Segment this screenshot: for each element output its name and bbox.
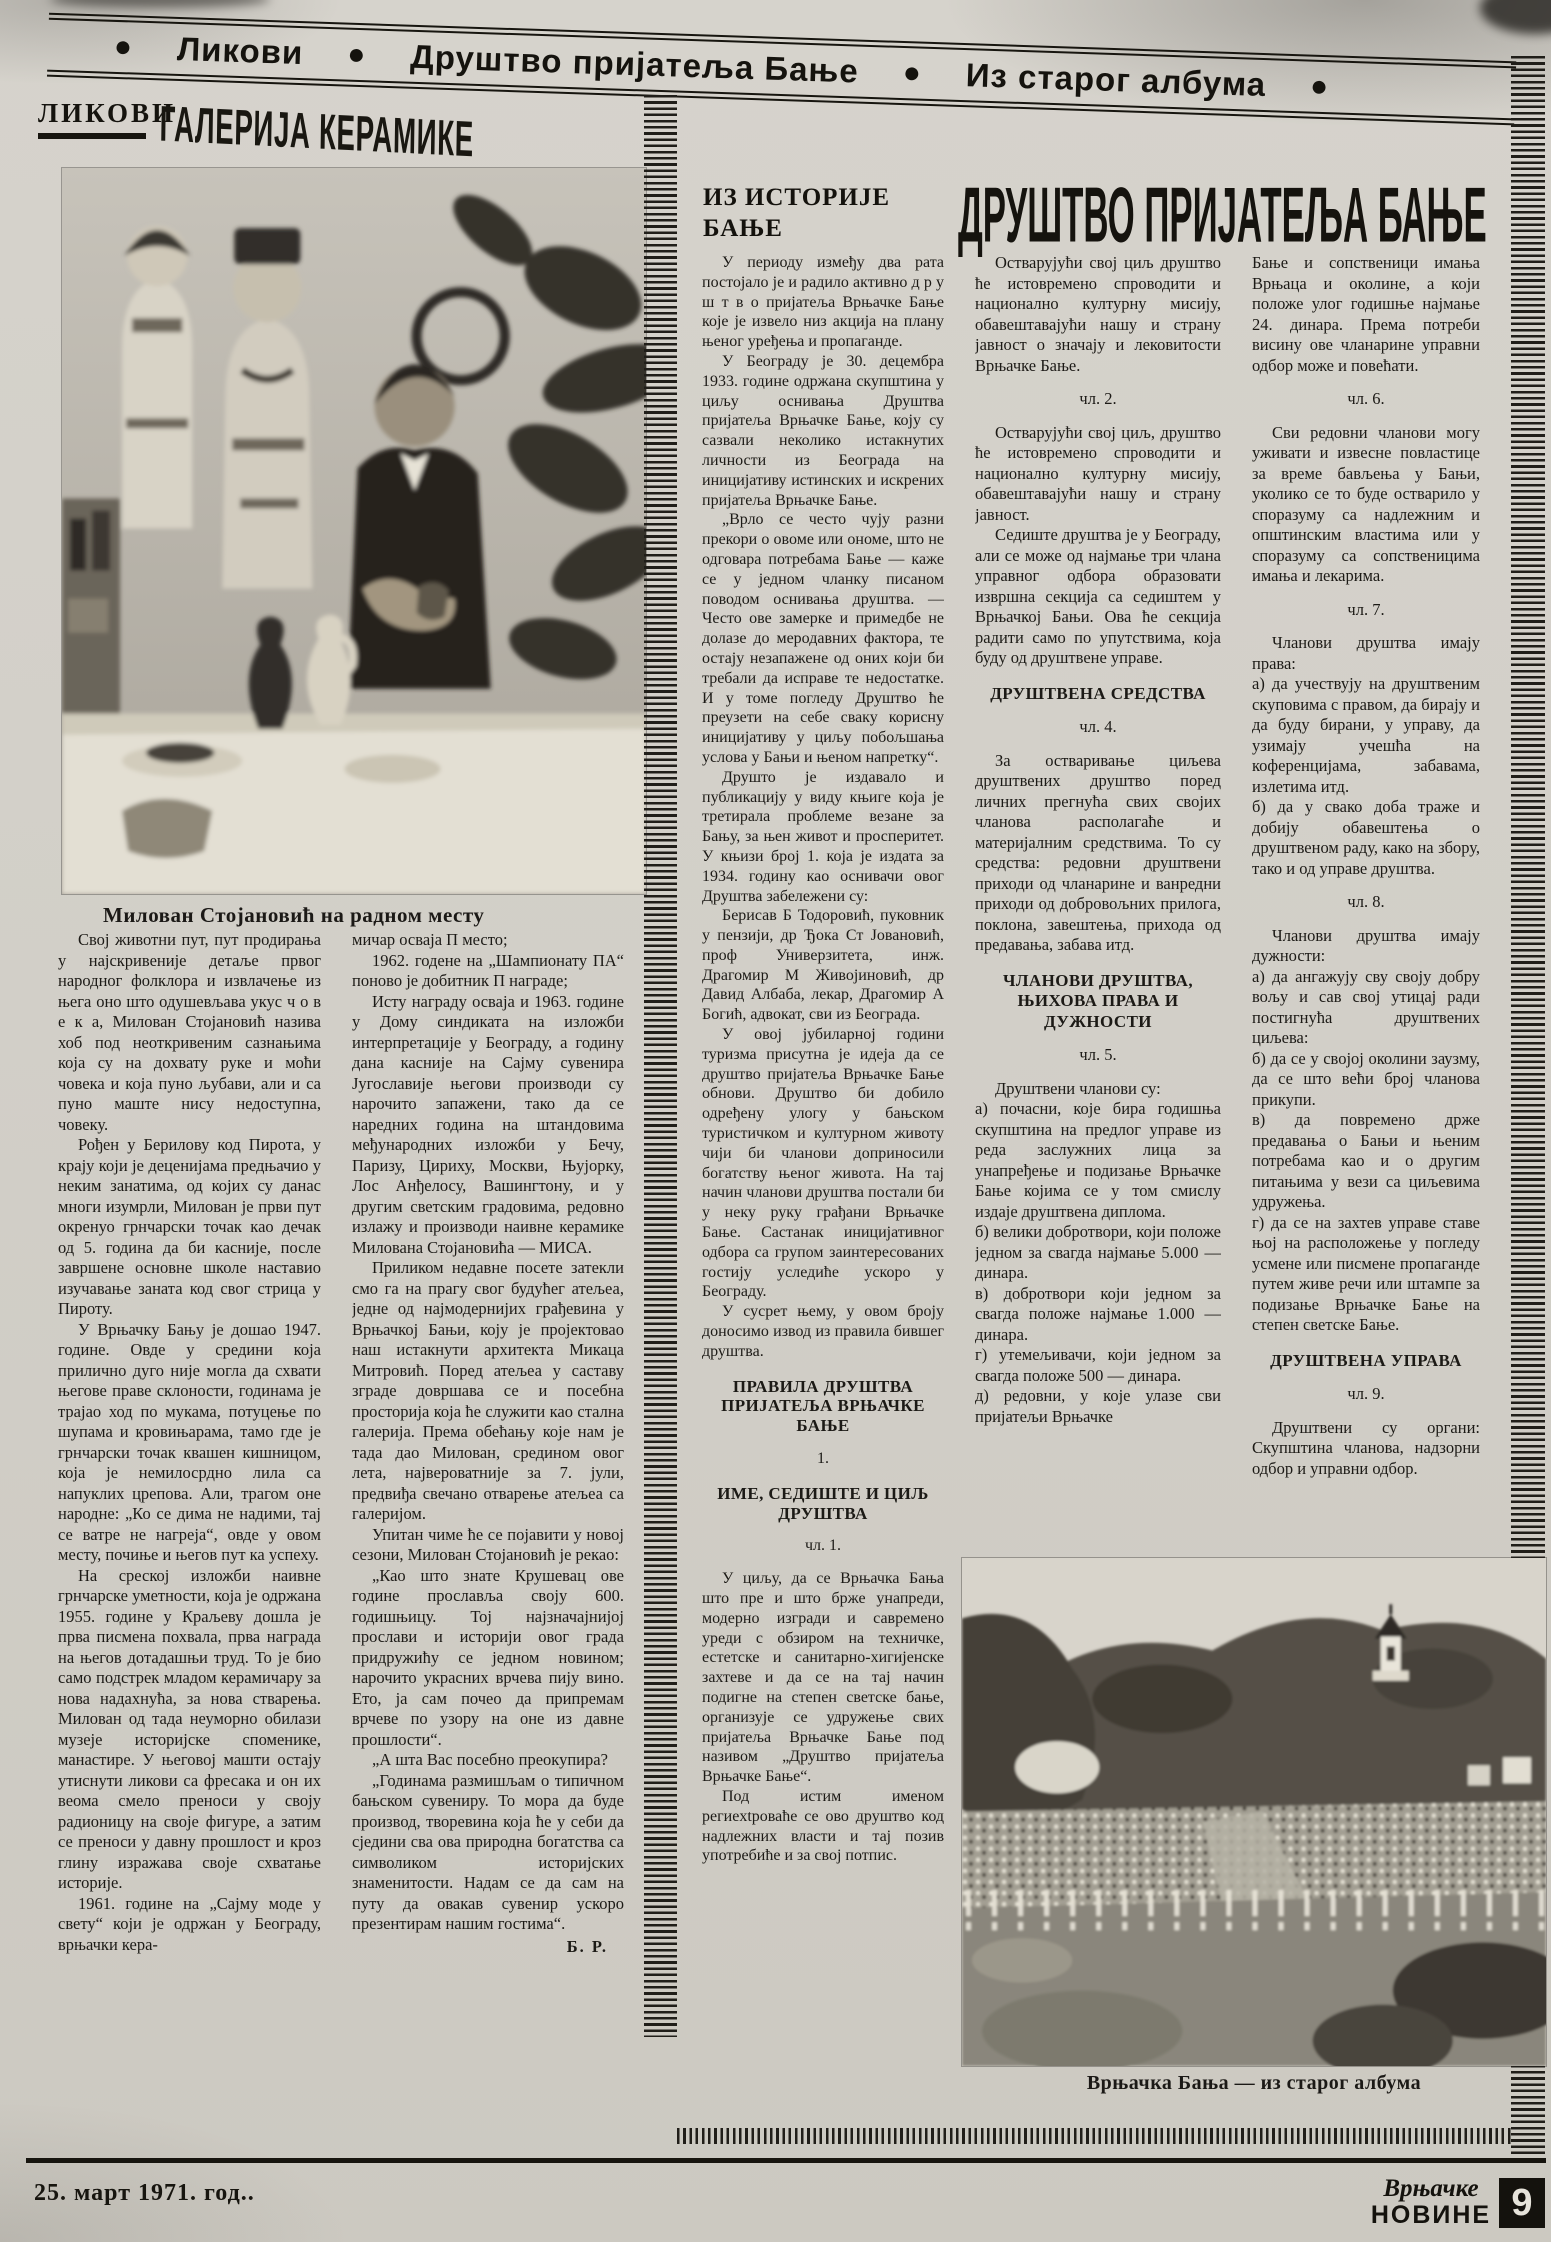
paragraph: 1962. годене на „Шампионату ПА“ поново је добитник П награде; — [352, 950, 624, 990]
clause-number: чл. 6. — [1347, 389, 1385, 408]
paragraph: У периоду између два рата постојало је и радило активно д р у ш т в о пријатеља Врњачке Бање које је извело низ акција на плану њеног уређења и пропаганде. — [702, 254, 944, 351]
paragraph: Упитан чиме ће се појавити у новој сезони, Милован Стојановић је рекао: — [352, 1524, 624, 1564]
paragraph: в) да повремено држе предавања о Бањи и њеним потребама као и о другим питањима у вези са циљевима удружења. — [1252, 1110, 1480, 1211]
clause-number: чл. 5. — [1079, 1045, 1117, 1064]
paragraph: У циљу, да се Врњачка Бања што пре и што брже унапреди, модерно изгради и савремено уреди с обзиром на техничке, естетске и санитарно-хигијенске захтеве и да се на тај начин подигне на степен светске бање, организује се удружење свих пријатеља Врњачке Бање под називом „Друштво пријатеља Врњачке Бање“. — [702, 1570, 944, 1786]
horizontal-hatch-rule — [677, 2128, 1511, 2144]
ribbon-item-album: Из старог албума — [965, 56, 1267, 104]
paragraph: в) добротвори који једном за свагда положе најмање 1.000 — динара. — [975, 1283, 1221, 1344]
paragraph: Чланови друштва имају дужности: — [1252, 925, 1480, 965]
article-headline-drustvo: ДРУШТВО ПРИЈАТЕЉА БАЊЕ — [958, 171, 1487, 259]
masthead — [1368, 2176, 1494, 2229]
page-number-badge: 9 — [1499, 2178, 1545, 2228]
old-album-photo — [962, 1558, 1546, 2066]
ribbon-item-likovi: Ликови — [176, 29, 304, 72]
paragraph: Рођен у Берилову код Пирота, у крају који је деценијама предњачио у неким занатима, од којих су данас многи изумрли, Милован је први пут окренуо грнчарски точак као дечак од 5. година да би касније, после завршене основне школе наставио изучавање заната код свог стрица у Пироту. — [58, 1135, 321, 1318]
paragraph: а) да ангажују сву своју добру вољу и сав свој утицај ради постигнућа друштвених циљева: — [1252, 966, 1480, 1047]
paragraph: Под истим именом региextроваће се ово друштво код надлежних власти и тај позив употребиће и за свој потпис. — [702, 1787, 944, 1865]
paragraph: Свој животни пут, пут продирања у најскривеније детаље првог народног фолклора и извлачење из њега оно што одушевљава укус ч о в е к а, Милован Стојановић назива хоб под неоткривеним сазнањима која су на дохвату руке и моћи човека и која пуно љубави, али и са пуно маште нису недоступна, човеку. — [58, 930, 321, 1134]
scan-smudge — [1480, 0, 1551, 34]
paragraph: Сви редовни чланови могу уживати и извесне повластице за време бављења у Бањи, уколико се то буде остварило у споразуму са надлежним и општинским властима или у споразуму са сопственицима имања и лекарима. — [1252, 422, 1480, 585]
column-divider-hatch — [644, 95, 677, 2037]
paragraph: У сусрет њему, у овом броју доносимо извод из правила бившег друштва. — [702, 1303, 944, 1360]
scan-smudge — [50, 0, 270, 8]
photo-caption: Врњачка Бања — из старог албума — [1086, 2072, 1422, 2094]
paragraph: г) да се на захтев управе ставе њој на расположење у погледу усмене или писмене пропаганде путем живе речи или штампе за подизање Врњачке Бање на степен светске Бање. — [1252, 1212, 1480, 1334]
bullet-icon: ● — [902, 56, 923, 90]
paragraph: Исту награду осваја и 1963. године у Дому синдиката на изложби интерпретације у Београду, а годину дана касније на Сајму сувенира Југославије његови производи су нарочито запажени, тако да се наредних година на штандовима међународних изложби у Бечу, Паризу, Цириху, Москви, Њујорку, Лос Анђелосу, Вашингтону, и у другим светским градовима, редовно излажу и производи наивне керамике Милована Стојановића — МИСА. — [352, 991, 624, 1257]
paragraph: мичар осваја П место; — [352, 930, 508, 949]
masthead-bottom: НОВИНЕ — [1370, 2201, 1492, 2230]
paragraph: Берисав Б Тодоровић, пуковник у пензији, др Ђока Ст Јовановић, проф Универзитета, инж. Драгомир М Живојиновић, др Давид Албаба, лекар, Драгомир А Богић, адвокат, сви из Београда. — [702, 907, 944, 1024]
paragraph: Бање и сопственици имања Врњаца и околине, а који положе улог годишње најмање 24. динара. Према потреби висину ове чланарине управни одбор може и повећати. — [1252, 253, 1480, 375]
clause-number: чл. 2. — [1079, 389, 1117, 408]
paragraph: Друштвени чланови су: — [995, 1078, 1161, 1098]
paragraph: а) да учествују на друштвеним скуповима с правом, да бирају и да буду бирани, у управу, да узимају учешћа на коференцијама, забавама, излетима итд. — [1252, 674, 1480, 796]
paragraph: За остваривање циљева друштвених друштво поред личних прегнућа свих својих чланова располагаће и материјалним средствима. То су средства: редовни друштвени приходи од чланарине и ванредни приходи од добровољних прилога, поклона, завештења, прихода од предавања, забава итд. — [975, 750, 1221, 954]
paragraph: „Врло се често чују разни прекори о овоме или ономе, што не одговара потребама Бање — каже се у једном чланку писаном поводом оснивања друштва. — Често ове замерке и примедбе не долазе до меродавних фактора, те остају незапажене од оних који би требали да исправе те недостатке. И у томе погледу Друштво ће преузети на себе сваку корисну иницијативу у циљу побољшања услова у Бањи и њеном напретку“. — [702, 511, 944, 766]
paragraph: а) почасни, које бира годишња скупштина на предлог управе из реда заслужних лица за унапређење и подизање Врњачке Бање којима се у том смислу издаје друштвена диплома. — [975, 1099, 1221, 1221]
history-section-heading: ИЗ ИСТОРИЈЕ БАЊЕ — [703, 184, 891, 242]
section-heading: ЧЛАНОВИ ДРУШТВА, ЊИХОВА ПРАВА И ДУЖНОСТИ — [1002, 970, 1193, 1031]
section-heading: ДРУШТВЕНА УПРАВА — [1270, 1350, 1462, 1370]
paragraph: „Годинама размишљам о типичном бањском сувениру. То мора да буде производ, творевина која ће у себи да сједини сва ова природна богатства са символиком историјских знаменитости. Надам се да сам на путу да овакав сувенир ускоро презентирам нашим гостима“. — [352, 1770, 624, 1933]
section-heading: ПРАВИЛА ДРУШТВА ПРИЈАТЕЉА ВРЊАЧКЕ БАЊЕ — [721, 1376, 925, 1436]
kicker-underline — [38, 133, 146, 139]
paragraph: б) да у свако доба траже и добију обавештења о друштвеном раду, како на збору, тако и од управе друштва. — [1252, 797, 1480, 878]
paragraph: Остварујући свој циљ друштво ће истовремено спроводити и национално културну мисију, обавештавајући нашу и страну јавност о значају и лековитости Врњачке Бање. — [975, 253, 1221, 375]
paragraph: У Врњачку Бању је дошао 1947. године. Овде у средини која прилично дуго није могла да схвати његове праве склоности, годинама је трајао ход по мукама, потуцење по шупама и кровињарама, тамо где је грнчарски точак квашен кишницом, која је немилосрдно лила са напуклих црепова. Али, трагом оне народне: „Ко се дима не надими, тај се ватре не нагреја“, овде у овом месту, почиње и његов пут ка успеху. — [58, 1319, 321, 1564]
clause-number: чл. 7. — [1347, 599, 1385, 619]
society-column-2 — [1252, 253, 1480, 1553]
paragraph: Седиште друштва је у Београду, али се може од најмање три члана управног одбора образовати извршна секција са седиштем у Врњачкој Бањи. Ова ће секција радити само по упутствима, која буду од друштвене управе. — [975, 525, 1221, 667]
society-column-1 — [975, 253, 1221, 1553]
section-heading: ИМЕ, СЕДИШТЕ И ЦИЉ ДРУШТВА — [717, 1483, 929, 1523]
paragraph: б) да се у својој околини заузму, да се што већи број чланова прикупи. — [1252, 1048, 1480, 1109]
section-kicker: ЛИКОВИ — [38, 98, 177, 128]
ribbon-item-drustvo: Друштво пријатеља Бање — [409, 37, 860, 90]
paragraph: На среској изложби наивне грнчарске уметности, која је одржана 1955. године у Краљеву дошла је прва писмена похвала, прва награда на његов дотадашњи труд. То је био само подстрек младом керамичару за нова надахнућа, за нова стварења. Милован од тада неуморно обилази музеје историјске споменике, манастире. У његовој машти остају утиснути ликови са фресака и он их веома смело преноси у своју радионицу на своје фигуре, а затим се преноси у давну прошлост и кроз глину изражава своје схватање историје. — [58, 1565, 321, 1892]
paragraph: д) редовни, у које улазе сви пријатељи Врњачке — [975, 1386, 1221, 1426]
bullet-icon: ● — [346, 37, 367, 72]
paragraph: „Као што знате Крушевац ове године прославља своју 600. годишњицу. Тој најзначајнијој прослави и историји овог града придружићу се једном новином; нарочито украсних врчева пију вино. Ето, ја сам почео да припремам врчеве по узору на оне из давне прошлости“. — [352, 1565, 624, 1749]
left-article-column-2 — [352, 930, 624, 2148]
paragraph: Приликом недавне посете затекли смо га на прагу свог будућег атељеа, једне од најмодернијих грађевина у Врњачкој Бањи, коју је пројектовао наш истакнути архитекта Микаца Митровић. Поред атељеа у саставу зграде довршава се и посебна просторија која ће служити као стална галерија. Према обећању које нам је тада дао Милован, средином овог лета, највероватније за 7. јули, предвиђа свечано отварење атељеа са галеријом. — [352, 1258, 624, 1523]
paragraph: Друштвени су органи: Скупштина чланова, надзорни одбор и управни одбор. — [1252, 1417, 1480, 1478]
photo-caption: Милован Стојановић на радном месту — [103, 903, 485, 927]
paragraph: Чланови друштва имају права: — [1252, 633, 1480, 673]
workshop-photo — [62, 168, 646, 894]
history-column — [702, 253, 944, 2041]
paragraph: 1961. године на „Сајму моде у свету“ који је одржан у Београду, врњачки кера- — [58, 1893, 321, 1954]
paragraph: „А шта Вас посебно преокупира? — [372, 1750, 608, 1769]
clause-number: чл. 8. — [1347, 892, 1385, 911]
article-headline-galerija: ГАЛЕРИЈА КЕРАМИКЕ — [159, 96, 475, 168]
paragraph: Остварујући свој циљ, друштво ће истовремено спроводити и национално културну мисију, обавештавајући нашу и страну јавност. — [975, 422, 1221, 524]
left-article-column-1 — [58, 930, 321, 2148]
author-initials: Б. Р. — [566, 1936, 608, 1956]
clause-number: чл. 4. — [1079, 717, 1117, 736]
masthead-top: Врњачке — [1383, 2175, 1479, 2202]
footer-rule — [26, 2158, 1546, 2163]
paragraph: У овој јубиларној години туризма присутна је идеја да се друштво пријатеља Врњачке Бање обнови. Друштво би добило одређену улогу у бањском туристичком и културном животу чији би чланови доприносили богатству њеног живота. На тај начин чланови друштва постали би у неку руку грађани Врњачке Бање. Састанак иницијативног одбора са групом заинтересованих гостију уследиће ускоро у Београду. — [702, 1026, 944, 1301]
clause-number: чл. 1. — [804, 1537, 842, 1555]
issue-date: 25. март 1971. год.. — [34, 2180, 255, 2206]
paragraph: У Београду је 30. децембра 1933. године одржана скупштина у циљу оснивања Друштва пријатеља Врњачке Бање, коју су сазвали неколико истакнутих личности из Београда на иницијативу истинских и искрених пријатеља Врњачке Бање. — [702, 352, 944, 509]
bullet-icon: ● — [113, 29, 134, 64]
paragraph: Друшто је издавало и публикацију у виду књиге која је третирала проблеме везане за Бању, за њен живот и просперитет. У књизи број 1. која је издата за 1934. годину као оснивачи овог Друштва забележени су: — [702, 768, 944, 905]
bullet-icon: ● — [1309, 69, 1330, 104]
paragraph: б) велики добротвори, који положе једном за свагда најмање 5.000 — динара. — [975, 1222, 1221, 1282]
section-heading: ДРУШТВЕНА СРЕДСТВА — [990, 683, 1206, 703]
paragraph: г) утемељивачи, који једном за свагда положе 500 — динара. — [975, 1345, 1221, 1385]
clause-number: чл. 9. — [1347, 1384, 1385, 1403]
clause-number: 1. — [817, 1450, 829, 1468]
